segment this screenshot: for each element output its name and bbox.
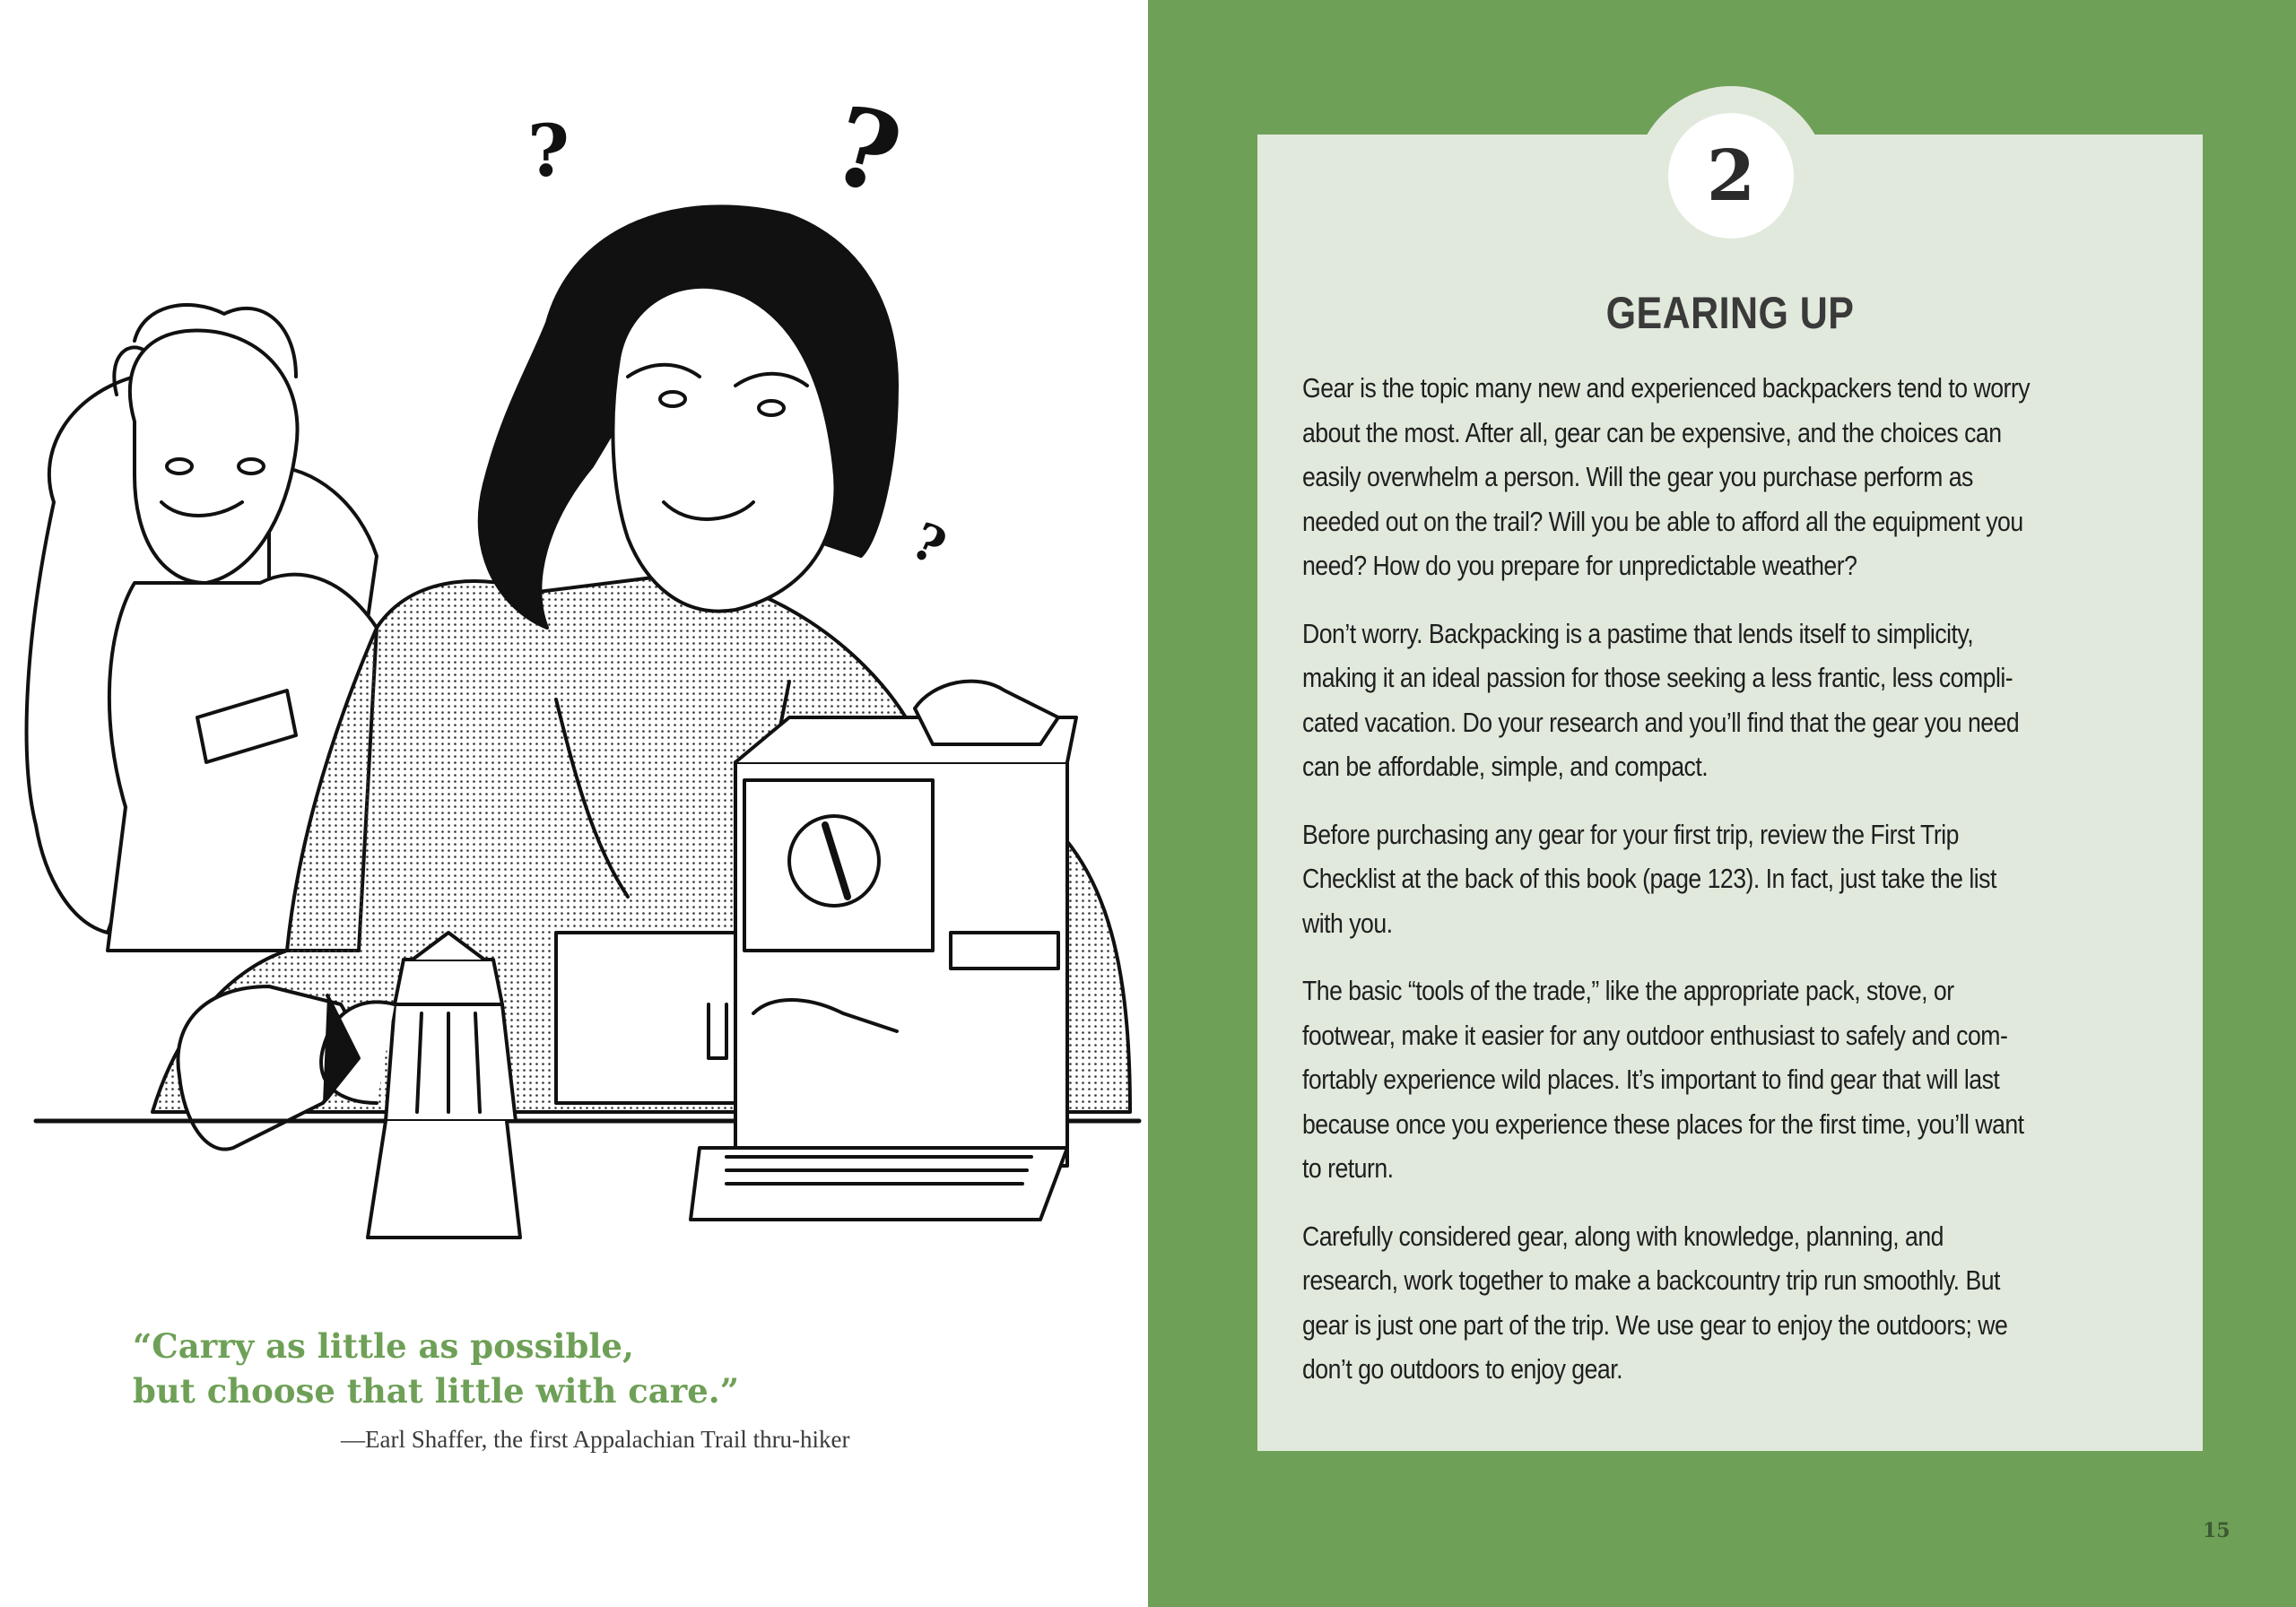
text-line: don’t go outdoors to enjoy gear. xyxy=(1302,1353,1623,1385)
paragraph xyxy=(1302,812,2163,946)
pull-quote-line: “Carry as little as possible, xyxy=(133,1326,634,1366)
text-line: with you. xyxy=(1302,907,1393,939)
text-line: footwear, make it easier for any outdoor enthusiast to safely and com- xyxy=(1302,1019,2008,1051)
text-line: gear is just one part of the trip. We use gear to enjoy the outdoors; we xyxy=(1302,1308,2008,1341)
text-line: Don’t worry. Backpacking is a pastime that lends itself to simplicity, xyxy=(1302,617,1974,649)
text-line: needed out on the trail? Will you be able to afford all the equipment you xyxy=(1302,505,2023,537)
text-line: cated vacation. Do your research and you’ll find that the gear you need xyxy=(1302,706,2020,738)
text-line: Checklist at the back of this book (page 123). In fact, just take the list xyxy=(1302,863,1996,894)
svg-text:?: ? xyxy=(527,109,570,193)
text-line: making it an ideal passion for those seeking a less frantic, less compli- xyxy=(1302,662,2013,693)
text-line: can be affordable, simple, and compact. xyxy=(1302,751,1709,782)
chapter-title: GEARING UP xyxy=(1605,288,1855,338)
text-line: to return. xyxy=(1302,1152,1394,1184)
page-number: 15 xyxy=(2203,1519,2231,1542)
text-line: easily overwhelm a person. Will the gear you purchase perform as xyxy=(1302,461,1973,492)
svg-text:?: ? xyxy=(819,81,914,221)
text-line: need? How do you prepare for unpredictable weather? xyxy=(1302,550,1857,581)
paragraph xyxy=(1302,969,2163,1191)
text-line: The basic “tools of the trade,” like the appropriate pack, stove, or xyxy=(1302,975,1954,1006)
paragraph xyxy=(1302,1214,2163,1392)
illustration-hikers-espresso xyxy=(0,0,1148,1291)
pull-quote-line: but choose that little with care.” xyxy=(133,1371,739,1411)
quote-attribution: —Earl Shaffer, the first Appalachian Trail thru-hiker xyxy=(341,1426,850,1453)
text-line: fortably experience wild places. It’s important to find gear that will last xyxy=(1302,1064,2000,1095)
pull-quote xyxy=(133,1324,1030,1413)
paragraph xyxy=(1302,612,2163,789)
text-line: research, work together to make a backcountry trip run smoothly. But xyxy=(1302,1264,2000,1296)
svg-text:?: ? xyxy=(902,510,955,578)
chapter-body xyxy=(1302,366,2163,1415)
text-line: because once you experience these places for the first time, you’ll want xyxy=(1302,1108,2024,1140)
paragraph xyxy=(1302,366,2163,588)
text-line: Before purchasing any gear for your first trip, review the First Trip xyxy=(1302,818,1959,850)
text-line: Gear is the topic many new and experienced backpackers tend to worry xyxy=(1302,372,2031,404)
text-line: Carefully considered gear, along with knowledge, planning, and xyxy=(1302,1220,1944,1252)
text-line: about the most. After all, gear can be expensive, and the choices can xyxy=(1302,416,2002,448)
chapter-number: 2 xyxy=(1668,113,1794,239)
